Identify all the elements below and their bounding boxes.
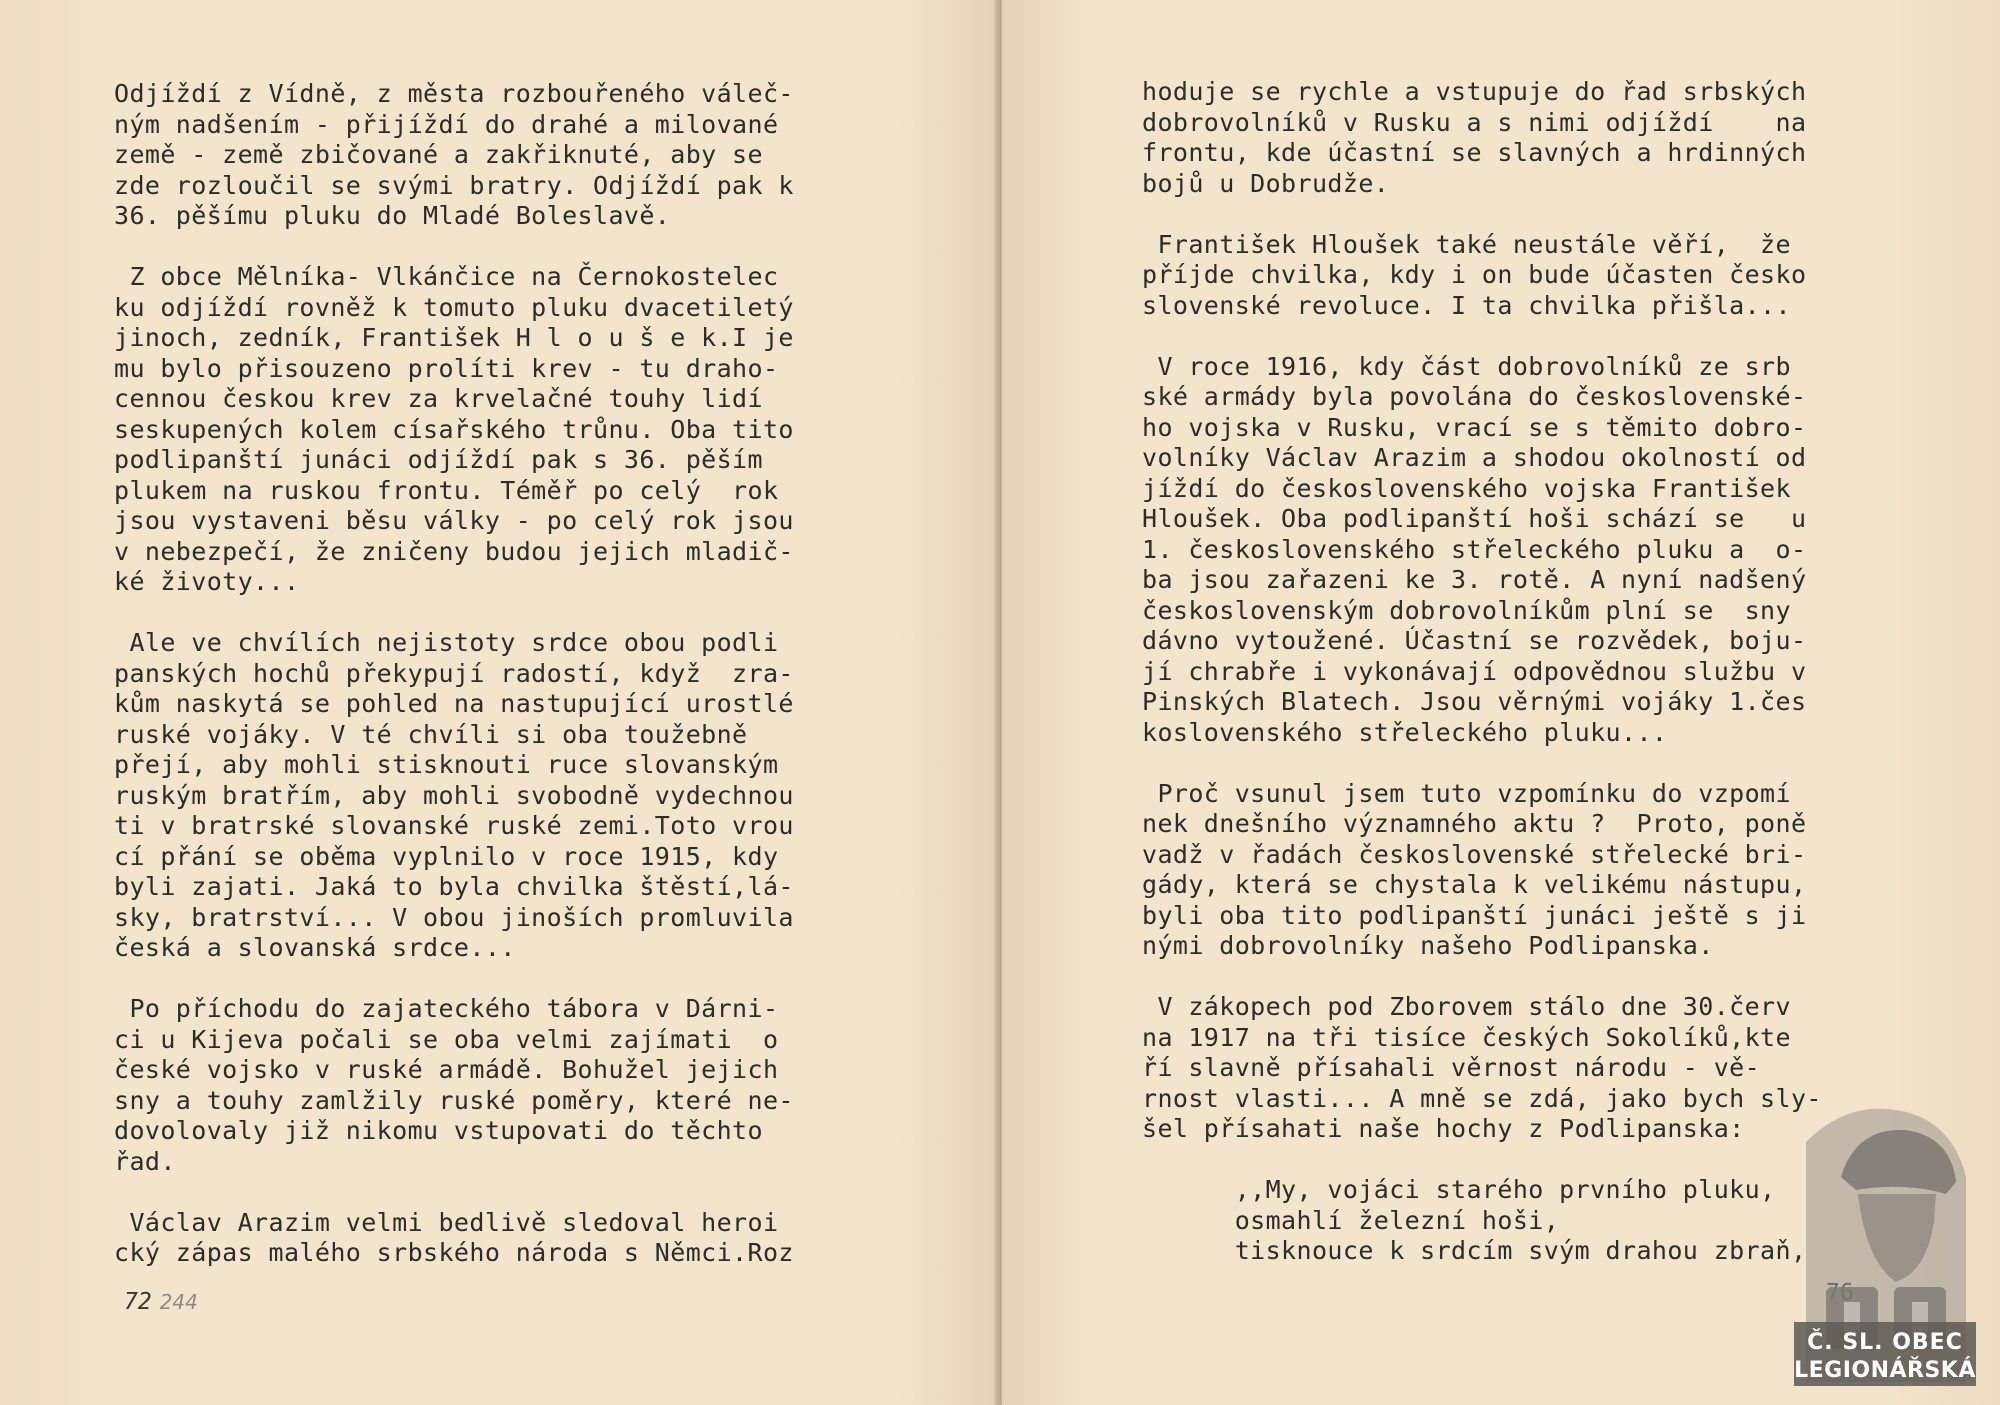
text-line: země - země zbičované a zakřiknuté, aby se: [114, 140, 763, 169]
paragraph: [114, 79, 794, 232]
text-line: cký zápas malého srbského národa s Němci.Roz: [114, 1238, 794, 1267]
text-line: jíždí do československého vojska František: [1142, 473, 1791, 503]
left-page-number-value: 72: [124, 1289, 152, 1315]
text-line: panských hochů překypují radostí, když zra-: [114, 658, 794, 688]
text-line: jinoch, zedník, František H l o u š e k.I je: [114, 323, 794, 352]
left-page-number: [124, 1289, 198, 1315]
text-line: volníky Václav Arazim a shodou okolností od: [1142, 443, 1807, 472]
text-line: řad.: [114, 1146, 176, 1176]
text-line: cennou českou krev za krvelačné touhy lidí: [114, 384, 763, 413]
text-line: plukem na ruskou frontu. Téměř po celý rok: [114, 475, 779, 505]
text-line: kům naskytá se pohled na nastupující urostlé: [114, 689, 794, 718]
paragraph: [114, 628, 794, 964]
text-line: ské armády byla povolána do československé-: [1142, 382, 1807, 411]
text-line: ruské vojáky. V té chvíli si oba toužebně: [114, 719, 748, 749]
paragraph: [114, 1208, 794, 1269]
right-page-text: [1142, 77, 1822, 1297]
text-line: frontu, kde účastní se slavných a hrdinných: [1142, 138, 1807, 167]
text-line: ruským bratřím, aby mohli svobodně vydechnou: [114, 780, 794, 810]
text-line: ,,My, vojáci starého prvního pluku,: [1142, 1175, 1776, 1204]
text-line: příjde chvilka, kdy i on bude účasten česko: [1142, 260, 1807, 289]
text-line: Ale ve chvílích nejistoty srdce obou podli: [114, 628, 779, 657]
text-line: hoduje se rychle a vstupuje do řad srbských: [1142, 77, 1807, 106]
text-line: gády, která se chystala k velikému nástupu,: [1142, 870, 1807, 899]
text-line: mu bylo přisouzeno prolíti krev - tu draho-: [114, 353, 779, 383]
text-line: Pinských Blatech. Jsou věrnými vojáky 1.čes: [1142, 687, 1807, 716]
paragraph: [114, 262, 794, 598]
text-line: v nebezpečí, že zničeny budou jejich mladič-: [114, 536, 794, 566]
text-line: ho vojska v Rusku, vrací se s těmito dobro-: [1142, 412, 1807, 442]
text-line: dovolovaly již nikomu vstupovati do těchto: [114, 1116, 763, 1145]
text-line: V roce 1916, kdy část dobrovolníků ze srb: [1142, 351, 1791, 381]
text-line: nek dnešního významného aktu ? Proto, poně: [1142, 809, 1807, 838]
paragraph: [1142, 352, 1822, 749]
text-line: byli oba tito podlipanští junáci ještě s ji: [1142, 900, 1807, 930]
stamp-line2: LEGIONÁŘSKÁ: [1794, 1358, 1976, 1383]
text-line: podlipanští junáci odjíždí pak s 36. pěším: [114, 445, 763, 474]
left-page-text: [114, 79, 794, 1299]
text-line: jsou vystaveni běsu války - po celý rok jsou: [114, 506, 794, 535]
text-line: slovenské revoluce. I ta chvilka přišla...: [1142, 290, 1791, 320]
text-line: dávno vytoužené. Účastní se rozvědek, boju-: [1142, 626, 1807, 655]
paragraph: [1142, 1175, 1822, 1267]
paragraph: [1142, 230, 1822, 322]
text-line: dobrovolníků v Rusku a s nimi odjíždí na: [1142, 107, 1807, 137]
text-line: tisknouce k srdcím svým drahou zbraň,: [1142, 1236, 1807, 1265]
text-line: Z obce Mělníka- Vlkánčice na Černokostelec: [114, 262, 779, 291]
text-line: Václav Arazim velmi bedlivě sledoval heroi: [114, 1207, 779, 1237]
text-line: zde rozloučil se svými bratry. Odjíždí pak k: [114, 170, 794, 200]
left-page: [0, 0, 998, 1405]
text-line: V zákopech pod Zborovem stálo dne 30.červ: [1142, 992, 1791, 1021]
text-line: rnost vlasti... A mně se zdá, jako bych sly-: [1142, 1083, 1822, 1113]
text-line: šel přísahati naše hochy z Podlipanska:: [1142, 1114, 1745, 1143]
text-line: sky, bratrství... V obou jinoších promluvila: [114, 902, 794, 932]
text-line: ří slavně přísahali věrnost národu - vě-: [1142, 1053, 1761, 1082]
text-line: vadž v řadách československé střelecké bri-: [1142, 839, 1807, 869]
text-line: osmahlí železní hoši,: [1142, 1205, 1560, 1235]
text-line: seskupených kolem císařského trůnu. Oba tito: [114, 414, 794, 444]
text-line: ba jsou zařazeni ke 3. rotě. A nyní nadšený: [1142, 565, 1807, 594]
text-line: 1. československého střeleckého pluku a o-: [1142, 534, 1807, 564]
legion-stamp: [1786, 1082, 1984, 1392]
text-line: české vojsko v ruské armádě. Bohužel jejich: [114, 1055, 779, 1084]
paragraph: [1142, 77, 1822, 199]
pencil-note: 244: [159, 1290, 198, 1314]
text-line: jí chrabře i vykonávají odpovědnou službu v: [1142, 656, 1807, 686]
text-line: Hloušek. Oba podlipanští hoši schází se u: [1142, 504, 1807, 533]
text-line: nými dobrovolníky našeho Podlipanska.: [1142, 931, 1714, 960]
paragraph: [1142, 779, 1822, 962]
text-line: ké životy...: [114, 567, 300, 596]
text-line: František Hloušek také neustále věří, že: [1142, 229, 1791, 259]
paragraph: [1142, 992, 1822, 1145]
text-line: na 1917 na tři tisíce českých Sokolíků,kte: [1142, 1022, 1791, 1052]
text-line: ku odjíždí rovněž k tomuto pluku dvacetiletý: [114, 292, 794, 322]
text-line: bojů u Dobrudže.: [1142, 168, 1390, 198]
text-line: přejí, aby mohli stisknouti ruce slovanským: [114, 750, 779, 779]
text-line: sny a touhy zamlžily ruské poměry, které ne-: [114, 1085, 794, 1115]
text-line: 36. pěšímu pluku do Mladé Boleslavě.: [114, 201, 671, 230]
text-line: česká a slovanská srdce...: [114, 933, 516, 962]
text-line: ci u Kijeva počali se oba velmi zajímati o: [114, 1024, 779, 1054]
text-line: cí přání se oběma vyplnilo v roce 1915, kdy: [114, 841, 779, 871]
text-line: Odjíždí z Vídně, z města rozbouřeného váleč-: [114, 79, 794, 108]
paragraph: [114, 994, 794, 1177]
text-line: ti v bratrské slovanské ruské zemi.Toto vrou: [114, 811, 794, 840]
text-line: koslovenského střeleckého pluku...: [1142, 717, 1668, 747]
stamp-line1: Č. SL. OBEC: [1807, 1330, 1963, 1355]
text-line: československým dobrovolníkům plní se sny: [1142, 595, 1791, 625]
text-line: ným nadšením - přijíždí do drahé a milované: [114, 109, 779, 139]
text-line: Po příchodu do zajateckého tábora v Dárni-: [114, 994, 779, 1023]
text-line: byli zajati. Jaká to byla chvilka štěstí,lá-: [114, 872, 794, 901]
text-line: Proč vsunul jsem tuto vzpomínku do vzpomí: [1142, 778, 1791, 808]
